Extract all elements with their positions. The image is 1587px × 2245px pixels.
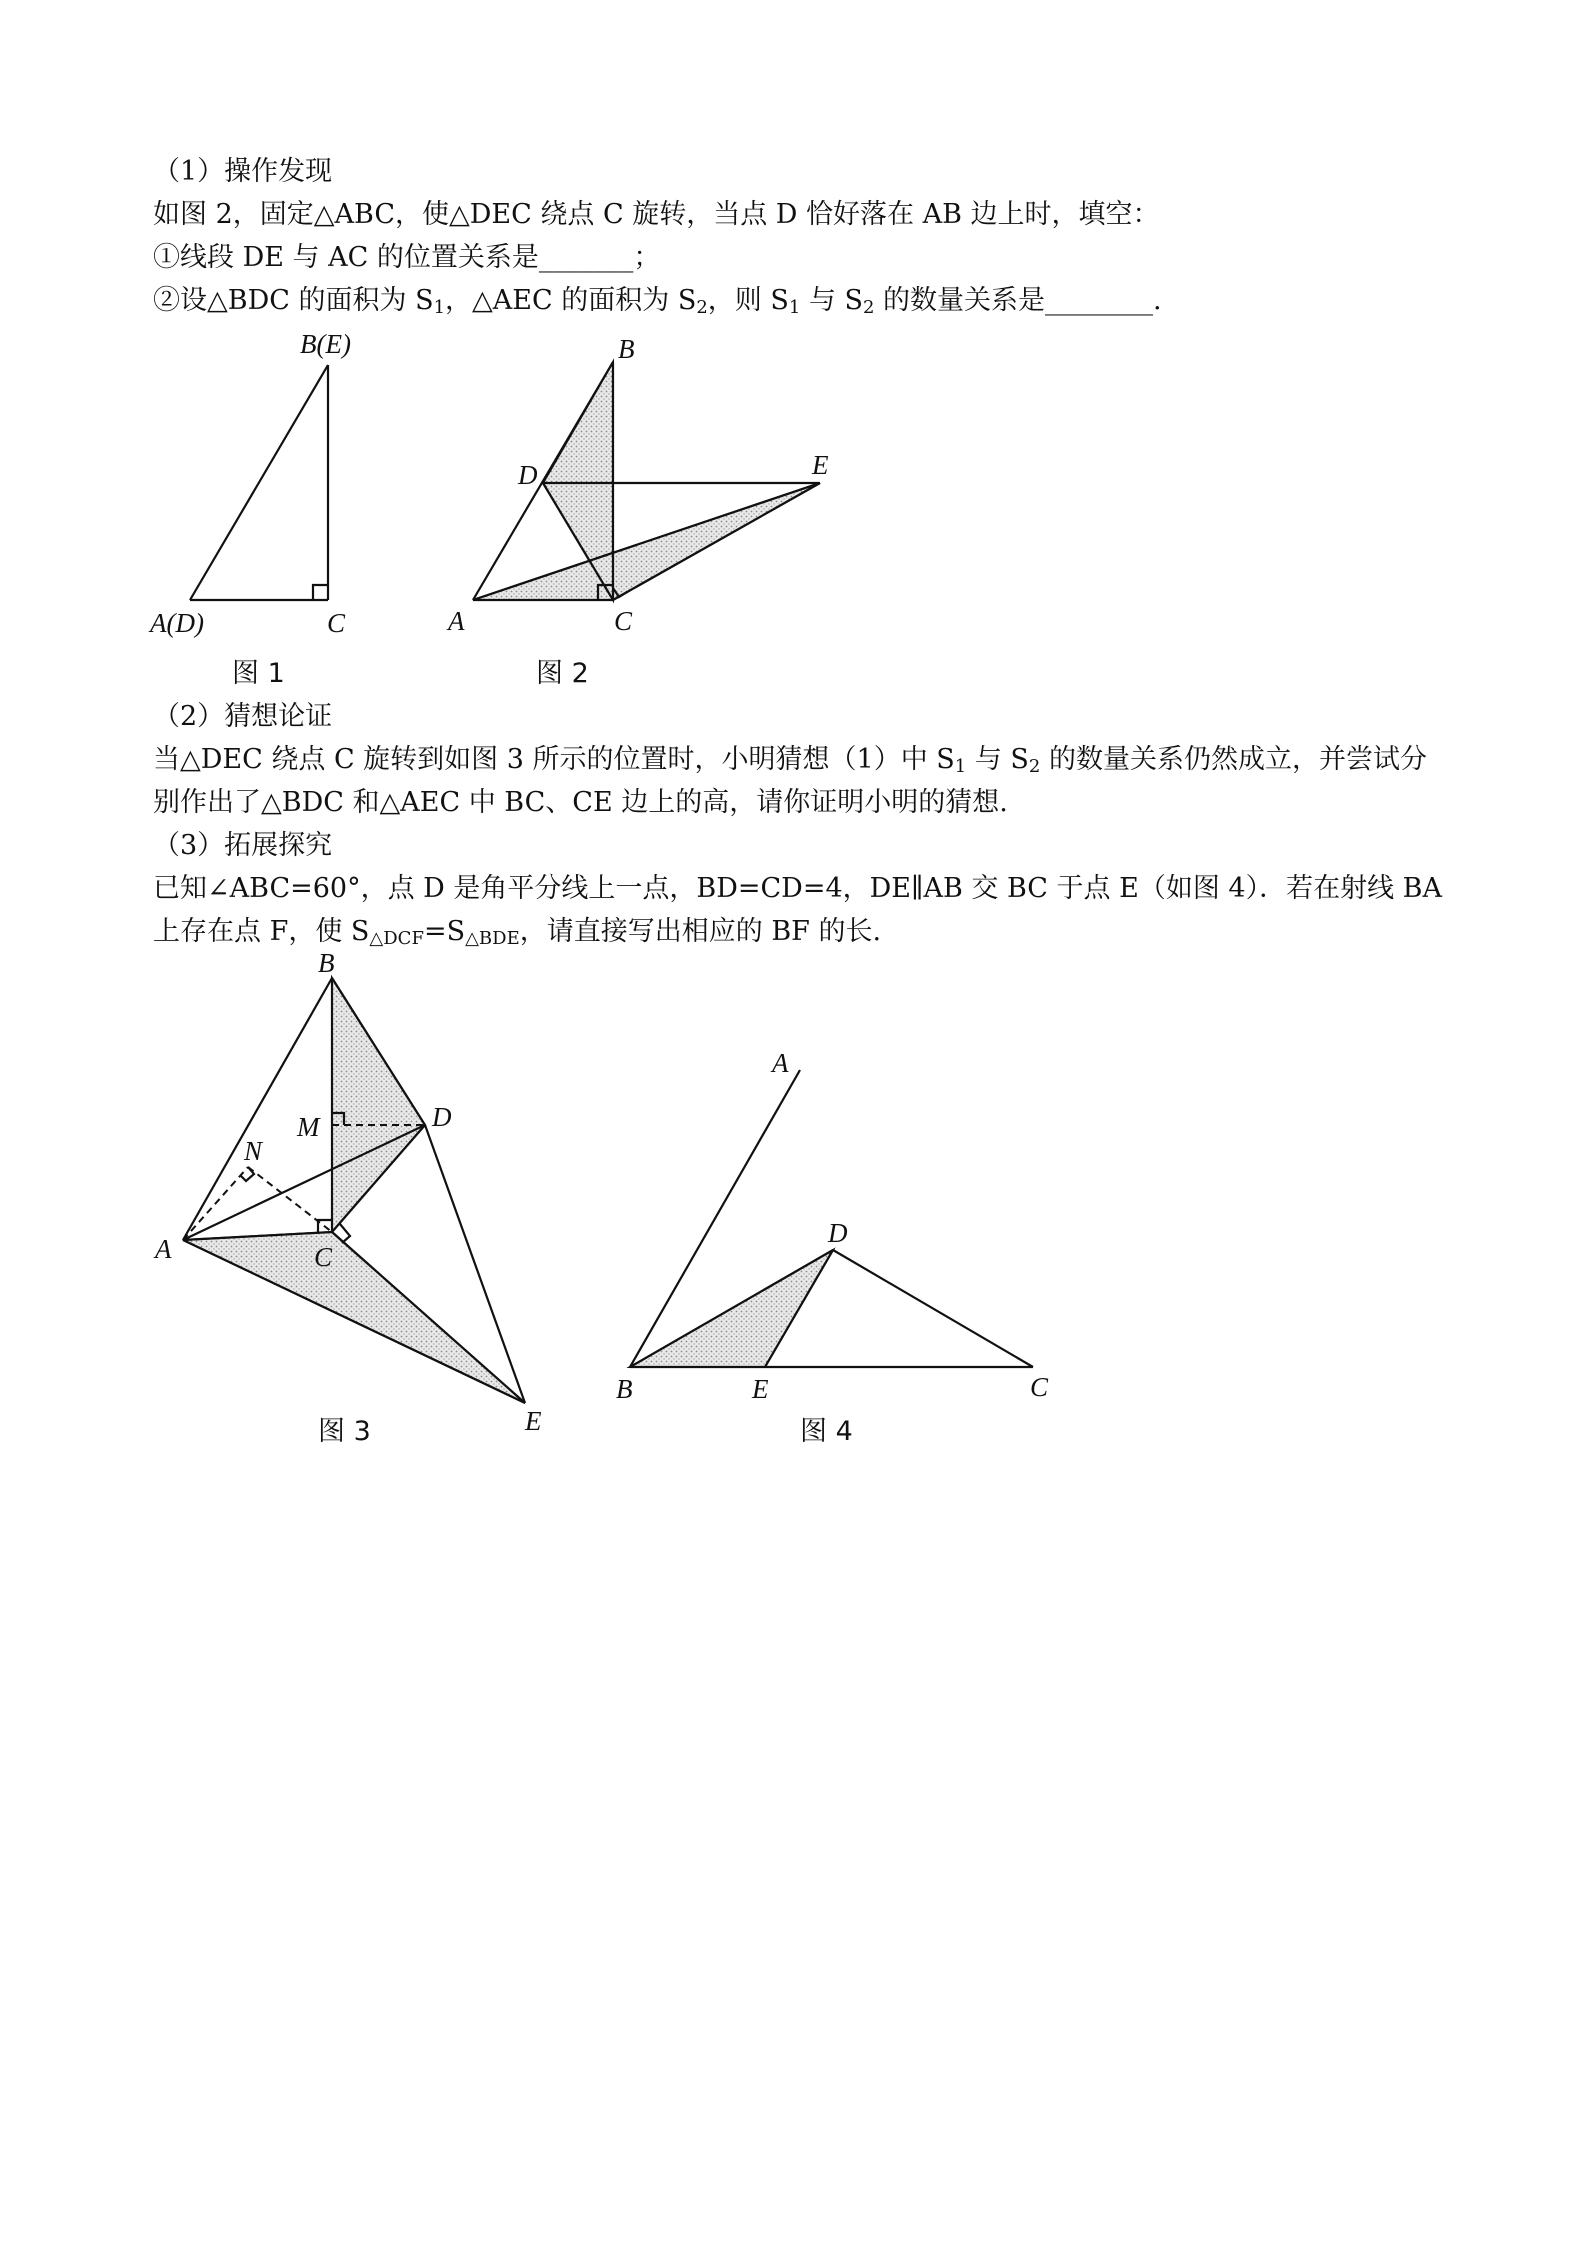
part1-question-1: ①线段 DE 与 AC 的位置关系是_______； <box>153 242 661 273</box>
fig4-edge-dc <box>833 1250 1033 1367</box>
part3-text-b: =S <box>423 916 466 947</box>
part2-text-c: 的数量关系仍然成立，并尝试分 <box>1040 744 1427 775</box>
fig3-label-n: N <box>244 1136 263 1166</box>
part3-text-c: ，请直接写出相应的 BF 的长. <box>519 916 882 947</box>
fig3-label-c: C <box>314 1242 333 1272</box>
part3-line-1: 已知∠ABC=60°，点 D 是角平分线上一点，BD=CD=4，DE∥AB 交 BC 于点 E（如图 4）．若在射线 BA <box>153 873 1443 904</box>
fig1-caption: 图 1 <box>232 658 285 689</box>
fig4-caption: 图 4 <box>800 1416 853 1447</box>
part2-text-b: 与 S <box>966 744 1029 775</box>
fig2-label-e: E <box>812 450 829 480</box>
fig3-edge-ab <box>183 978 332 1240</box>
fig2-label-b: B <box>618 334 635 364</box>
fig4-label-b: B <box>616 1374 633 1404</box>
fig1-right-angle <box>313 585 328 600</box>
q2-text-b: ，△AEC 的面积为 S <box>445 285 697 316</box>
part2-heading: （2）猜想论证 <box>153 701 333 732</box>
part3-heading: （3）拓展探究 <box>153 830 333 861</box>
fig1-label-right: C <box>327 608 346 638</box>
fig3-label-a: A <box>155 1234 172 1264</box>
fig3-height-nc <box>248 1167 332 1232</box>
fig1-label-top: B(E) <box>300 329 351 359</box>
fig2-caption: 图 2 <box>536 658 589 689</box>
fig1-edge-ab <box>190 365 328 600</box>
q2-text-d: 与 S <box>800 285 863 316</box>
fig3-label-b: B <box>318 948 335 978</box>
fig4-label-a: A <box>772 1048 789 1078</box>
q2-sub-1: 1 <box>433 297 446 318</box>
fig2-label-a: A <box>448 606 465 636</box>
figure-2 <box>440 320 860 690</box>
fig2-label-d: D <box>518 460 538 490</box>
fig3-label-e: E <box>525 1406 542 1436</box>
fig3-caption: 图 3 <box>318 1416 371 1447</box>
part3-sub-2: △BDE <box>465 928 520 949</box>
q2-text-a: ②设△BDC 的面积为 S <box>153 285 434 316</box>
part2-line-2: 别作出了△BDC 和△AEC 中 BC、CE 边上的高，请你证明小明的猜想. <box>153 787 1008 818</box>
fig4-label-c: C <box>1030 1372 1049 1402</box>
fig2-label-c: C <box>614 606 633 636</box>
fig4-label-e: E <box>752 1374 769 1404</box>
fig1-label-left: A(D) <box>150 608 204 638</box>
q2-sub-4: 2 <box>863 297 875 318</box>
part3-sub-1: △DCF <box>369 928 424 949</box>
fig3-label-m: M <box>297 1112 320 1142</box>
part1-intro: 如图 2，固定△ABC，使△DEC 绕点 C 旋转，当点 D 恰好落在 AB 边上时，填空： <box>153 199 1160 230</box>
fig4-label-d: D <box>828 1218 848 1248</box>
part2-sub-1: 1 <box>954 756 967 777</box>
part2-line-1 <box>153 740 1427 787</box>
fig3-ext-an <box>183 1167 248 1240</box>
fig3-label-d: D <box>432 1102 452 1132</box>
q2-sub-2: 2 <box>696 297 708 318</box>
q2-sub-3: 1 <box>788 297 801 318</box>
figure-4 <box>600 1040 1070 1455</box>
fig3-edge-ad <box>183 1125 425 1240</box>
part2-sub-2: 2 <box>1028 756 1041 777</box>
figure-1 <box>140 320 400 690</box>
part3-text-a: 上存在点 F，使 S <box>153 916 370 947</box>
part2-text-a: 当△DEC 绕点 C 旋转到如图 3 所示的位置时，小明猜想（1）中 S <box>153 744 955 775</box>
figure-3 <box>140 945 610 1455</box>
part1-heading: （1）操作发现 <box>153 156 333 187</box>
q2-text-e: 的数量关系是________. <box>874 285 1162 316</box>
fig2-edge-ae <box>473 483 820 600</box>
q2-text-c: ，则 S <box>707 285 789 316</box>
